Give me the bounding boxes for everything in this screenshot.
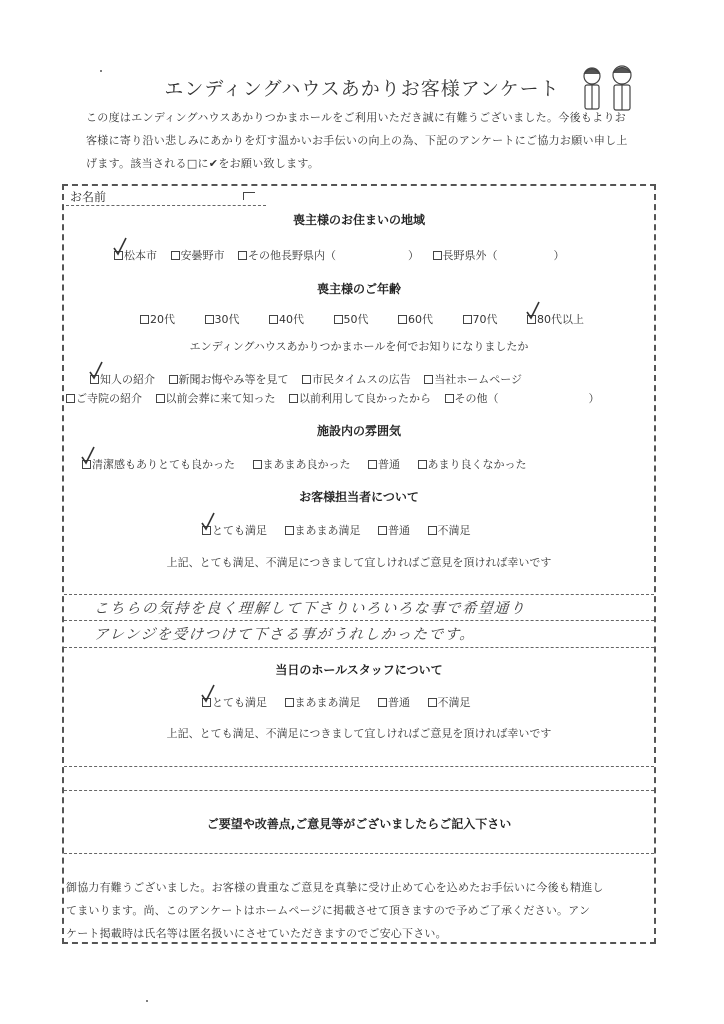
checkmark-icon: [88, 361, 104, 381]
name-label: お名前: [70, 190, 107, 204]
atmosphere-options: [82, 456, 537, 472]
age-option-80s-plus[interactable]: 80代以上: [527, 311, 584, 327]
hall-staff-option-normal[interactable]: 普通: [378, 694, 410, 710]
atmosphere-option-very-good[interactable]: 清潔感もありとても良かった: [82, 456, 235, 472]
requests-heading: ご要望や改善点,ご意見等がございましたらご記入下さい: [206, 817, 512, 831]
checkmark-icon: [112, 237, 128, 257]
hall-staff-options: [202, 694, 481, 710]
staff-rep-caption: 上記、とても満足、不満足につきまして宜しければご意見を頂ければ幸いです: [166, 556, 552, 569]
atmosphere-option-fair[interactable]: まあまあ良かった: [253, 456, 351, 472]
checkmark-icon: [200, 512, 216, 532]
staff-rep-heading: お客様担当者について: [299, 490, 419, 504]
region-option-matsumoto[interactable]: 松本市: [114, 247, 157, 263]
region-options: [114, 247, 575, 263]
atmosphere-option-normal[interactable]: 普通: [368, 456, 400, 472]
age-option-60s[interactable]: 60代: [398, 311, 433, 327]
region-option-azumino[interactable]: 安曇野市: [171, 247, 225, 263]
hall-staff-option-unsatisfied[interactable]: 不満足: [428, 694, 471, 710]
region-option-outside-nagano[interactable]: 長野県外（ ）: [433, 247, 565, 263]
source-option-acquaintance[interactable]: 知人の紹介: [90, 371, 155, 387]
source-options-row1: [90, 371, 532, 387]
name-input-line[interactable]: [66, 205, 266, 206]
comment-line[interactable]: [64, 766, 654, 767]
staff-rep-comment-line2: アレンジを受けつけて下さる事がうれしかったです。: [93, 627, 477, 643]
source-option-homepage[interactable]: 当社ホームページ: [424, 371, 522, 387]
staff-rep-options: [202, 522, 481, 538]
comment-line: [64, 647, 654, 648]
staff-rep-option-normal[interactable]: 普通: [378, 522, 410, 538]
atmosphere-heading: 施設内の雰囲気: [316, 424, 401, 438]
checkmark-icon: [80, 446, 96, 466]
hall-staff-option-very-satisfied[interactable]: とても満足: [202, 694, 267, 710]
hall-staff-heading: 当日のホールスタッフについて: [275, 663, 443, 677]
source-option-used-before[interactable]: 以前利用して良かったから: [289, 390, 431, 406]
age-option-70s[interactable]: 70代: [463, 311, 498, 327]
age-option-40s[interactable]: 40代: [269, 311, 304, 327]
source-option-times-ad[interactable]: 市民タイムスの広告: [302, 371, 411, 387]
name-corner-mark: [243, 192, 255, 200]
age-options: [140, 311, 594, 327]
source-option-temple[interactable]: ご寺院の紹介: [66, 390, 142, 406]
source-question: エンディングハウスあかりつかまホールを何でお知りになりましたか: [189, 340, 529, 353]
staff-rep-option-satisfied[interactable]: まあまあ満足: [285, 522, 361, 538]
scan-speck: [100, 70, 102, 72]
comment-line: [64, 594, 654, 595]
comment-line: [64, 620, 654, 621]
checkmark-icon: [200, 684, 216, 704]
staff-rep-option-unsatisfied[interactable]: 不満足: [428, 522, 471, 538]
age-heading: 喪主様のご年齢: [316, 282, 401, 296]
staff-rep-option-very-satisfied[interactable]: とても満足: [202, 522, 267, 538]
hall-staff-caption: 上記、とても満足、不満足につきまして宜しければご意見を頂ければ幸いです: [166, 727, 552, 740]
atmosphere-option-not-good[interactable]: あまり良くなかった: [418, 456, 527, 472]
source-option-other[interactable]: その他（ ）: [445, 390, 600, 406]
age-option-20s[interactable]: 20代: [140, 311, 175, 327]
scan-speck: [146, 1000, 148, 1002]
footer-text: 御協力有難うございました。お客様の貴重なご意見を真摯に受け止めて心を込めたお手伝いに今後も精進し てまいります。尚、このアンケートはホームページに掲載させて頂きますので予めご了承ください。アン ケート掲載時は氏名等は匿名扱いにさせていただきますのでご安心下さい。: [66, 881, 604, 940]
source-option-newspaper[interactable]: 新聞お悔やみ等を見て: [169, 371, 289, 387]
age-option-50s[interactable]: 50代: [334, 311, 369, 327]
source-options-row2: [66, 390, 610, 406]
region-heading: 喪主様のお住まいの地域: [292, 213, 425, 227]
region-option-nagano-other[interactable]: その他長野県内（ ）: [238, 247, 419, 263]
checkmark-icon: [525, 301, 541, 321]
comment-line[interactable]: [64, 790, 654, 791]
intro-text: この度はエンディングハウスあかりつかまホールをご利用いただき誠に有難うございました。今後もよりお 客様に寄り沿い悲しみにあかりを灯す温かいお手伝いの向上の為、下記のアンケートにご協力お願い申し上 げます。該当される□に✔をお願い致します。: [86, 111, 628, 170]
survey-title: エンディングハウスあかりお客様アンケート: [164, 78, 560, 100]
comment-line[interactable]: [64, 853, 654, 854]
age-option-30s[interactable]: 30代: [205, 311, 240, 327]
staff-rep-comment-line1: こちらの気持を良く理解して下さりいろいろな事で希望通り: [93, 601, 527, 617]
hall-staff-option-satisfied[interactable]: まあまあ満足: [285, 694, 361, 710]
source-option-past-funeral[interactable]: 以前会葬に来て知った: [156, 390, 276, 406]
